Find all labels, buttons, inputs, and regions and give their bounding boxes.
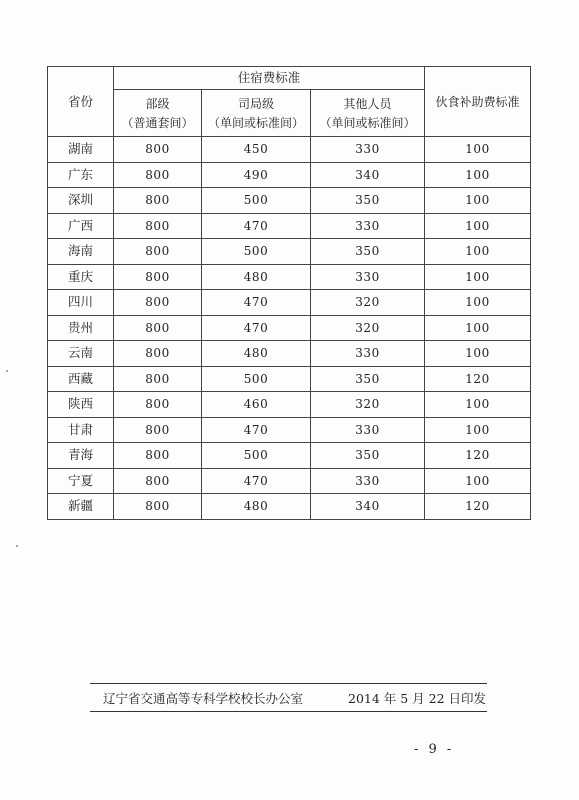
meal-cell: 100 xyxy=(425,137,531,163)
bureau-level-cell: 500 xyxy=(202,366,311,392)
table-row xyxy=(48,290,531,316)
bureau-level-cell: 500 xyxy=(202,239,311,265)
bureau-level-cell: 470 xyxy=(202,417,311,443)
dept-level-cell: 800 xyxy=(114,213,202,239)
table-row xyxy=(48,341,531,367)
province-cell: 甘肃 xyxy=(48,417,114,443)
bureau-level-cell: 470 xyxy=(202,290,311,316)
province-cell: 广东 xyxy=(48,162,114,188)
dept-level-cell: 800 xyxy=(114,468,202,494)
others-cell: 350 xyxy=(311,366,425,392)
meal-cell: 100 xyxy=(425,468,531,494)
others-cell: 340 xyxy=(311,162,425,188)
dept-level-cell: 800 xyxy=(114,264,202,290)
others-label: 其他人员 xyxy=(343,96,392,111)
lodging-standard-table xyxy=(47,66,531,520)
province-cell: 重庆 xyxy=(48,264,114,290)
dept-level-cell: 800 xyxy=(114,290,202,316)
bureau-level-cell: 480 xyxy=(202,264,311,290)
meal-cell: 100 xyxy=(425,162,531,188)
dept-level-label: 部级 xyxy=(145,96,170,111)
scan-speck xyxy=(6,370,8,372)
dept-level-cell: 800 xyxy=(114,392,202,418)
bureau-level-cell: 470 xyxy=(202,468,311,494)
dept-level-cell: 800 xyxy=(114,162,202,188)
province-cell: 四川 xyxy=(48,290,114,316)
bureau-level-cell: 470 xyxy=(202,213,311,239)
table-row xyxy=(48,443,531,469)
province-cell: 新疆 xyxy=(48,494,114,520)
meal-cell: 100 xyxy=(425,315,531,341)
table-row xyxy=(48,264,531,290)
province-cell: 贵州 xyxy=(48,315,114,341)
meal-cell: 120 xyxy=(425,443,531,469)
dept-level-cell: 800 xyxy=(114,315,202,341)
page-number: - 9 - xyxy=(414,742,455,757)
table-row xyxy=(48,162,531,188)
meal-cell: 100 xyxy=(425,290,531,316)
meal-cell: 120 xyxy=(425,366,531,392)
meal-cell: 100 xyxy=(425,213,531,239)
others-cell: 320 xyxy=(311,392,425,418)
meal-cell: 100 xyxy=(425,188,531,214)
meal-cell: 120 xyxy=(425,494,531,520)
bureau-level-cell: 450 xyxy=(202,137,311,163)
bureau-level-label: 司局级 xyxy=(237,96,274,111)
meal-cell: 100 xyxy=(425,417,531,443)
table-row xyxy=(48,417,531,443)
table-row xyxy=(48,239,531,265)
footer-organization: 辽宁省交通高等专科学校校长办公室 xyxy=(103,691,304,706)
meal-cell: 100 xyxy=(425,392,531,418)
meal-cell: 100 xyxy=(425,264,531,290)
others-cell: 320 xyxy=(311,315,425,341)
dept-level-cell: 800 xyxy=(114,239,202,265)
province-cell: 海南 xyxy=(48,239,114,265)
dept-level-cell: 800 xyxy=(114,494,202,520)
others-cell: 330 xyxy=(311,213,425,239)
dept-level-note: （普通套间） xyxy=(121,115,194,130)
dept-level-cell: 800 xyxy=(114,137,202,163)
others-cell: 320 xyxy=(311,290,425,316)
bureau-level-cell: 470 xyxy=(202,315,311,341)
dept-level-cell: 800 xyxy=(114,366,202,392)
others-cell: 330 xyxy=(311,468,425,494)
province-cell: 宁夏 xyxy=(48,468,114,494)
table-row xyxy=(48,468,531,494)
dept-level-header xyxy=(114,90,202,137)
province-cell: 深圳 xyxy=(48,188,114,214)
province-cell: 青海 xyxy=(48,443,114,469)
dept-level-cell: 800 xyxy=(114,443,202,469)
table-header-row-1 xyxy=(48,67,531,90)
footer-top-rule xyxy=(90,683,487,684)
bureau-level-cell: 500 xyxy=(202,443,311,469)
others-cell: 330 xyxy=(311,264,425,290)
table-row xyxy=(48,494,531,520)
meal-cell: 100 xyxy=(425,239,531,265)
meal-header: 伙食补助费标准 xyxy=(425,67,531,137)
province-header: 省份 xyxy=(48,67,114,137)
bureau-level-cell: 490 xyxy=(202,162,311,188)
table-row xyxy=(48,366,531,392)
province-cell: 西藏 xyxy=(48,366,114,392)
dept-level-cell: 800 xyxy=(114,341,202,367)
bureau-level-cell: 460 xyxy=(202,392,311,418)
province-cell: 湖南 xyxy=(48,137,114,163)
lodging-group-header: 住宿费标准 xyxy=(114,67,425,90)
province-cell: 陕西 xyxy=(48,392,114,418)
others-header xyxy=(311,90,425,137)
others-cell: 340 xyxy=(311,494,425,520)
meal-cell: 100 xyxy=(425,341,531,367)
others-cell: 350 xyxy=(311,239,425,265)
bureau-level-note: （单间或标准间） xyxy=(207,115,304,130)
bureau-level-cell: 480 xyxy=(202,341,311,367)
others-note: （单间或标准间） xyxy=(319,115,416,130)
table-row xyxy=(48,137,531,163)
others-cell: 330 xyxy=(311,137,425,163)
province-cell: 广西 xyxy=(48,213,114,239)
bureau-level-header xyxy=(202,90,311,137)
scan-speck xyxy=(16,545,18,547)
bureau-level-cell: 480 xyxy=(202,494,311,520)
others-cell: 350 xyxy=(311,443,425,469)
footer-bottom-rule xyxy=(90,711,487,712)
others-cell: 350 xyxy=(311,188,425,214)
bureau-level-cell: 500 xyxy=(202,188,311,214)
table-row xyxy=(48,392,531,418)
footer-print-date: 2014 年 5 月 22 日印发 xyxy=(348,691,487,706)
others-cell: 330 xyxy=(311,417,425,443)
dept-level-cell: 800 xyxy=(114,417,202,443)
table-row xyxy=(48,188,531,214)
dept-level-cell: 800 xyxy=(114,188,202,214)
table-row xyxy=(48,213,531,239)
others-cell: 330 xyxy=(311,341,425,367)
table-row xyxy=(48,315,531,341)
province-cell: 云南 xyxy=(48,341,114,367)
